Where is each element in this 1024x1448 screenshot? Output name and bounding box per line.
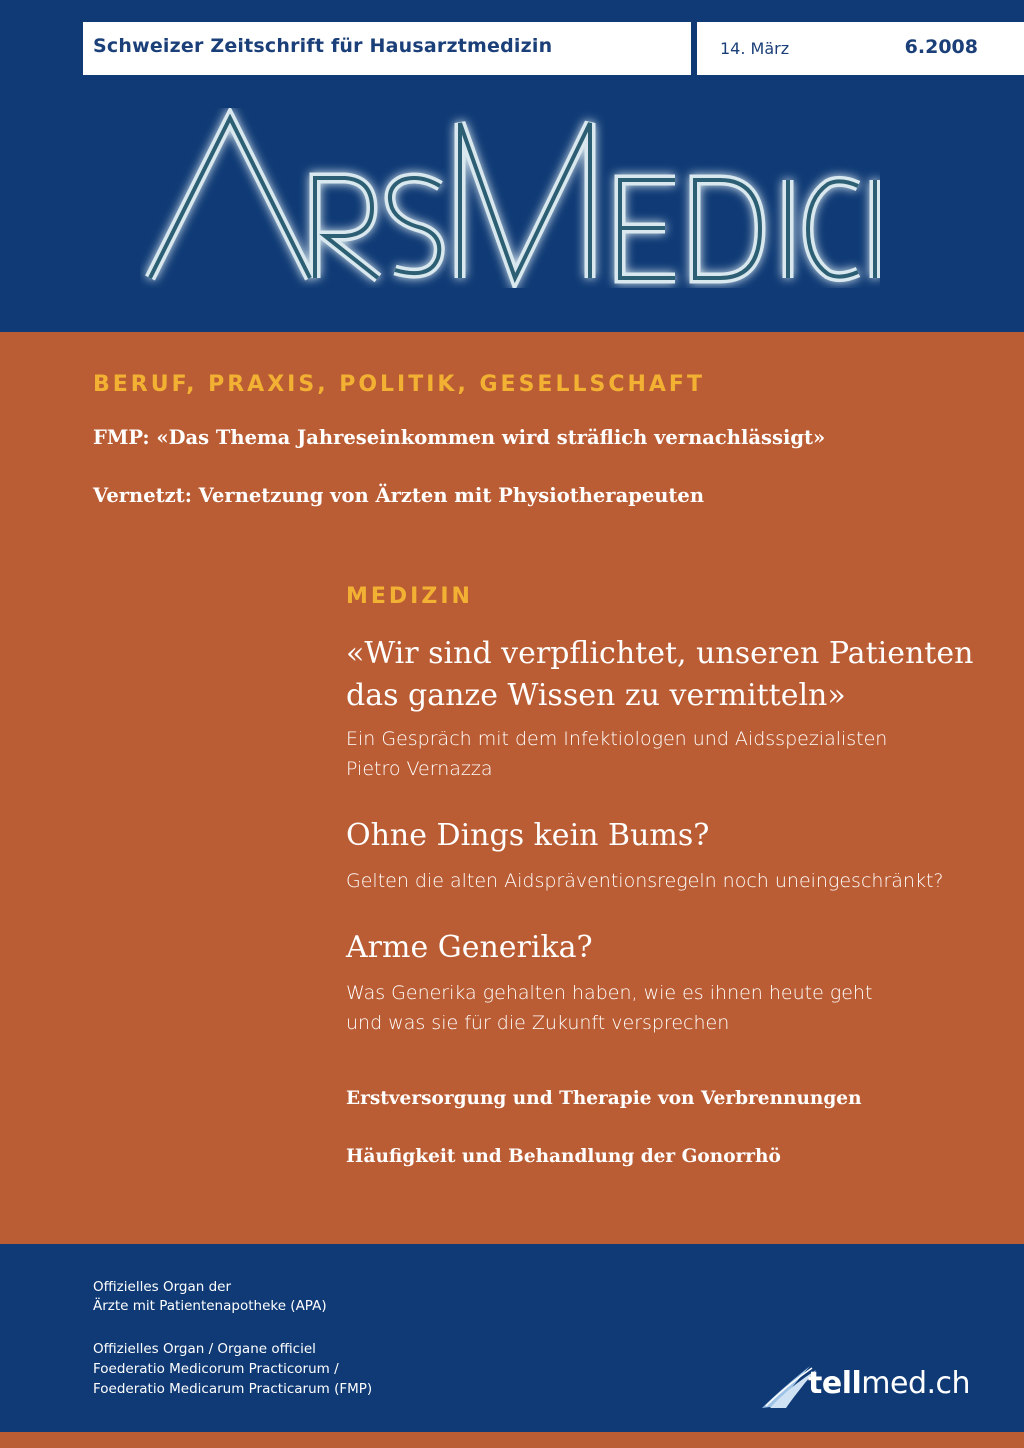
- org-apa-line-1: Offizielles Organ der: [93, 1279, 232, 1295]
- ars-medici-logo: [140, 108, 880, 288]
- article-1-title-line-1: «Wir sind verpflichtet, unseren Patienten: [346, 636, 974, 671]
- article-3-title: Arme Generika?: [346, 930, 593, 965]
- medizin-brief-verbrennungen: Erstversorgung und Therapie von Verbrennungen: [346, 1088, 862, 1109]
- issue-date: 14. März: [720, 39, 790, 58]
- org-fmp-line-1: Offizielles Organ / Organe officiel: [93, 1341, 316, 1357]
- tellmed-logo: [760, 1362, 990, 1412]
- article-1-subtitle-line-1: Ein Gespräch mit dem Infektiologen und Aidsspezialisten: [346, 728, 888, 750]
- org-fmp-line-3: Foederatio Medicarum Practicarum (FMP): [93, 1381, 373, 1397]
- org-apa-line-2: Ärzte mit Patientenapotheke (APA): [93, 1298, 327, 1314]
- org-fmp-line-2: Foederatio Medicorum Practicorum /: [93, 1361, 339, 1377]
- article-1-subtitle-line-2: Pietro Vernazza: [346, 758, 493, 780]
- beruf-item-vernetzt: Vernetzt: Vernetzung von Ärzten mit Physiotherapeuten: [93, 484, 705, 507]
- section-title-beruf: BERUF, PRAXIS, POLITIK, GESELLSCHAFT: [93, 372, 705, 397]
- article-3-subtitle-line-1: Was Generika gehalten haben, wie es ihnen heute geht: [346, 982, 873, 1004]
- beruf-item-fmp: FMP: «Das Thema Jahreseinkommen wird sträflich vernachlässigt»: [93, 426, 826, 449]
- tellmed-light: med.ch: [861, 1366, 971, 1401]
- section-title-medizin: MEDIZIN: [346, 584, 473, 609]
- article-3-subtitle-line-2: und was sie für die Zukunft versprechen: [346, 1012, 730, 1034]
- medizin-brief-gonorrhoe: Häufigkeit und Behandlung der Gonorrhö: [346, 1146, 781, 1167]
- issue-bar: [697, 22, 1024, 75]
- article-1-title-line-2: das ganze Wissen zu vermitteln»: [346, 678, 846, 713]
- issue-number: 6.2008: [904, 36, 978, 58]
- tellmed-bold: tell: [808, 1366, 862, 1401]
- article-2-title: Ohne Dings kein Bums?: [346, 818, 710, 853]
- journal-bar: [83, 22, 691, 75]
- footer-bottom-stripe: [0, 1432, 1024, 1448]
- tellmed-wordmark: [808, 1366, 970, 1401]
- article-2-subtitle: Gelten die alten Aidspräventionsregeln noch uneingeschränkt?: [346, 870, 944, 892]
- journal-name: Schweizer Zeitschrift für Hausarztmedizin: [93, 35, 553, 57]
- masthead: [0, 0, 1024, 332]
